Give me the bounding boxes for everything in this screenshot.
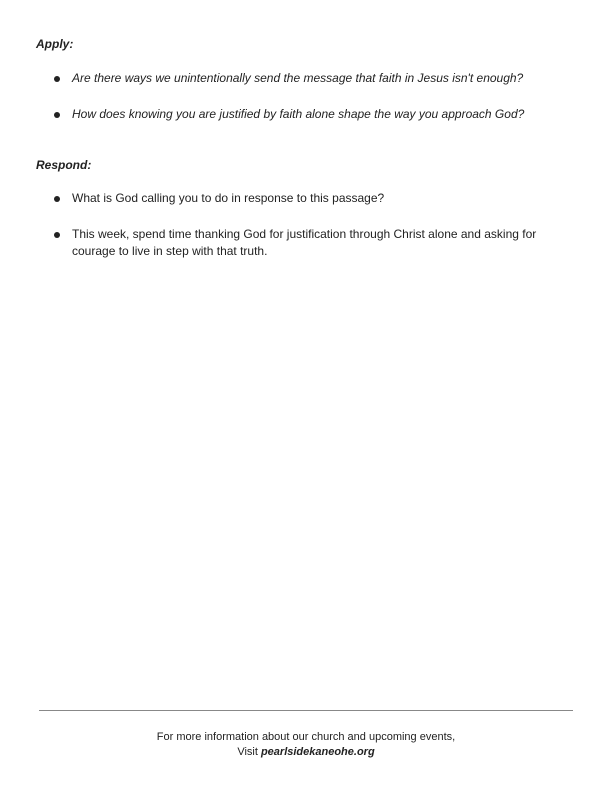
- website-link[interactable]: pearlsidekaneohe.org: [260, 745, 375, 758]
- respond-item: What is God calling you to do in response to this passage?: [72, 191, 385, 205]
- list-item: [36, 226, 576, 261]
- footer-info-line: For more information about our church and upcoming events,: [156, 731, 456, 743]
- apply-question: How does knowing you are justified by faith alone shape the way you approach God?: [72, 106, 525, 121]
- apply-question: Are there ways we unintentionally send the message that faith in Jesus isn't enough?: [72, 71, 524, 85]
- list-item: [36, 70, 576, 88]
- respond-section: [36, 157, 576, 261]
- apply-section: [36, 36, 576, 123]
- bullet-icon: [54, 232, 60, 238]
- respond-list: [36, 190, 576, 261]
- bullet-icon: [54, 196, 60, 202]
- footer-divider: [39, 710, 573, 711]
- bullet-icon: [54, 76, 60, 82]
- apply-question-list: [36, 70, 576, 123]
- footer-visit-line: [0, 745, 612, 760]
- list-item: [36, 190, 576, 208]
- bullet-icon: [54, 112, 60, 118]
- apply-heading: Apply:: [36, 37, 74, 51]
- list-item: [36, 106, 576, 124]
- footer: [0, 730, 612, 759]
- respond-item: This week, spend time thanking God for justification through Christ alone and asking for courage to live in step with that truth.: [72, 226, 537, 258]
- footer-visit-label: Visit: [237, 745, 261, 758]
- respond-heading: Respond:: [36, 158, 92, 172]
